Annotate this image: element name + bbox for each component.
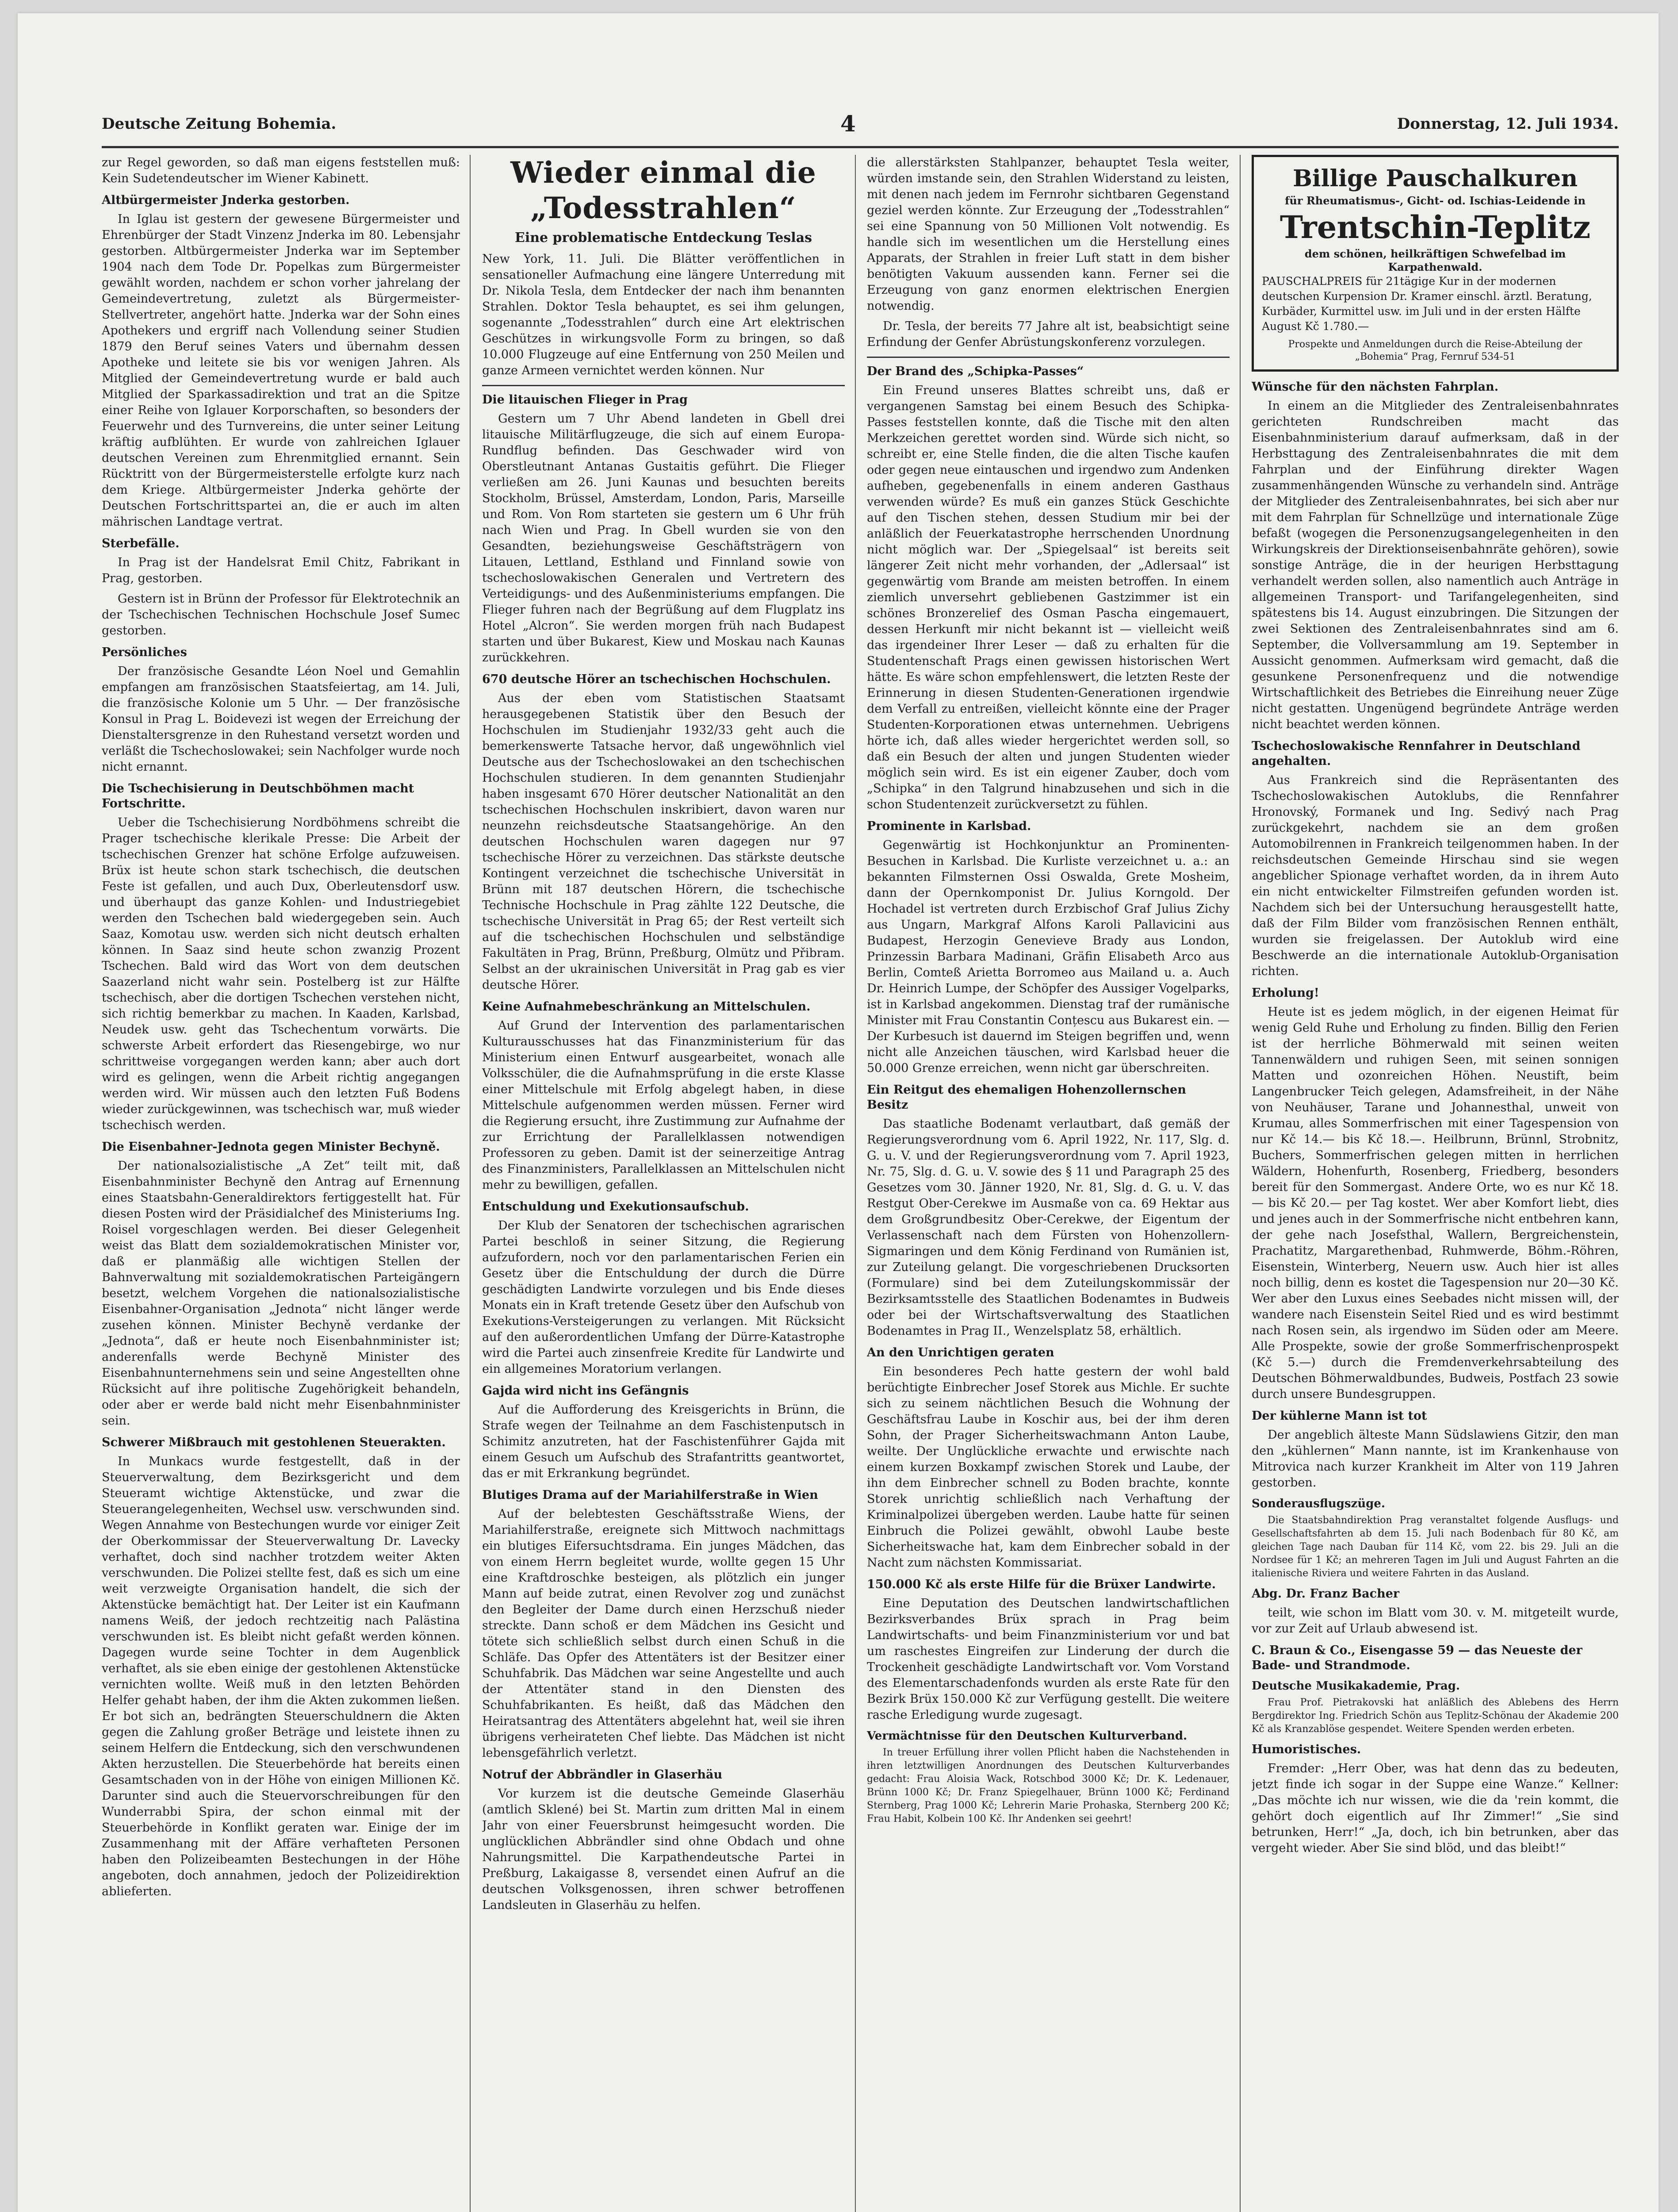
lead-title: Wieder einmal die „Todesstrahlen“ <box>510 155 816 225</box>
article-headline: Die Eisenbahner-Jednota gegen Minister Bechyně. <box>102 1140 440 1154</box>
article-headline: Die Tschechisierung in Deutschböhmen macht Fortschritte. <box>102 782 414 810</box>
column-2 <box>482 155 845 2212</box>
article-headline: Erholung! <box>1252 986 1319 1000</box>
article-text: Ueber die Tschechisierung Nordböhmens schreibt die Prager tschechische klerikale Presse: Die Arbeit der tschechischen Grenzer hat schöne Erfolge aufzuweisen. Brüx ist heute schon stark tschechisch, die deutschen Feste ist gefallen, und auch Dux, Oberleutensdorf usw. und überhaupt das ganze Kohlen- und Industriegebiet werden den Tschechen bald wiedergegeben sein. Auch Saaz, Komotau usw. werden sich nicht deutsch erhalten können. In Saaz sind heute schon zwanzig Prozent Tschechen. Bald wird das Wort von dem deutschen Saazerland nicht wahr sein. Postelberg ist zur Hälfte tschechisch, aber die dortigen Tschechen verstehen nicht, sich richtig bemerkbar zu machen. In Kaaden, Karlsbad, Neudek usw. geht das Tschechentum vorwärts. Die schwerste Arbeit erfordert das Riesengebirge, wo nur schrittweise vorgegangen werden kann; aber auch dort wird es gelingen, wenn die Arbeit richtig angegangen werden wird. Wir müssen auch den letzten Fuß Bodens wieder zurückgewinnen, was tschechisch war, muß wieder tschechisch werden. <box>102 816 460 1132</box>
article-text: Der angeblich älteste Mann Südslawiens Gitzir, den man den „kühlernen“ Mann nannte, ist im Krankenhause von Mitrovica nach kurzer Krankheit im Alter von 119 Jahren gestorben. <box>1252 1428 1619 1490</box>
column-4 <box>1252 155 1619 2212</box>
ad-price-text: PAUSCHALPREIS für 21tägige Kur in der modernen deutschen Kurpension Dr. Kramer einschl. ärztl. Beratung, Kurbäder, Kurmittel usw. im Juli und in der ersten Hälfte August Kč 1.780.— <box>1262 275 1592 333</box>
column-divider <box>470 155 471 2212</box>
lead-headline <box>482 155 845 247</box>
article-headline: Blutiges Drama auf der Mariahilferstraße in Wien <box>482 1488 818 1502</box>
issue-date: Donnerstag, 12. Juli 1934. <box>1397 115 1619 133</box>
article-text: Fremder: „Herr Ober, was hat denn das zu bedeuten, jetzt finde ich sogar in der Suppe eine Wanze.“ Kellner: „Das möchte ich nur wissen, wie die da 'rein kommt, die gehört doch eigentlich auf Ihr Zimmer!“ „Sie sind betrunken, Herr!“ „Ja, doch, ich bin betrunken, aber das vergeht wieder. Aber Sie sind blöd, und das bleibt!“ <box>1252 1762 1619 1855</box>
article-headline: Wünsche für den nächsten Fahrplan. <box>1252 380 1499 394</box>
article-text: teilt, wie schon im Blatt vom 30. v. M. mitgeteilt wurde, vor zur Zeit auf Urlaub abwesend ist. <box>1252 1606 1619 1636</box>
column-1 <box>102 155 460 2212</box>
article-text: Ein Freund unseres Blattes schreibt uns, daß er vergangenen Samstag bei einem Besuch des Schipka-Passes feststellen konnte, daß die Tische mit den alten Merkzeichen gerettet worden sind. Würde sich nicht, so schreibt er, eine Stelle finden, die die alten Tische kaufen oder gegen neue eintauschen und irgendwo zum Andenken aufheben, gegebenenfalls in einem anderen Gasthaus verwenden würde? Es muß ein ganzes Stück Geschichte auf den Tischen stehen, dessen Studium mir bei der anläßlich der Feuerkatastrophe herrschenden Unordnung nicht möglich war. Der „Spiegelsaal“ ist bereits seit längerer Zeit nicht mehr vorhanden, der „Adlersaal“ ist gegenwärtig vom Brande am meisten betroffen. In einem ziemlich unversehrt gebliebenen Gastzimmer ist ein schönes Bronzerelief des Osman Pascha eingemauert, dessen Herkunft mir nicht bekannt ist — vielleicht weiß das irgendeiner Ihrer Leser — daß zu erhalten für die Studentenschaft Prags einen gewissen historischen Wert hätte. Es wäre schon empfehlenswert, die letzten Reste der Erinnerung in diesen Studenten-Generationen irgendwie dem Verfall zu entreißen, vielleicht könnte eine der Prager Studenten-Korporationen etwas unternehmen. Uebrigens hörte ich, daß alles wieder hergerichtet werden soll, so daß ein Besuch der alten und jungen Studenten wieder möglich sein wird. Es ist ein eigener Zauber, doch vom „Schipka“ in den Talgrund hinabzusehen und sich in die schon Studentenzeit zurückversetzt zu fühlen. <box>867 384 1230 811</box>
newspaper-page <box>18 13 1659 2212</box>
article-text: Auf die Aufforderung des Kreisgerichts in Brünn, die Strafe wegen der Teilnahme an dem Faschistenputsch in Schimitz anzutreten, hat der Faschistenführer Gajda mit einem Gesuch um Aufschub des Strafantritts geantwortet, das er mit Erkrankung begründet. <box>482 1403 845 1480</box>
article-text: Frau Prof. Pietrakovski hat anläßlich des Ablebens des Herrn Bergdirektor Ing. Friedrich Schön aus Teplitz-Schönau der Akademie 200 Kč als Kranzablöse gespendet. Weitere Spenden werden erbeten. <box>1252 1697 1619 1735</box>
article-headline: Deutsche Musikakademie, Prag. <box>1252 1679 1460 1693</box>
ad-tagline: für Rheumatismus-, Gicht- od. Ischias-Leidende in <box>1285 194 1586 207</box>
small-notice <box>1252 1678 1619 1736</box>
article-text: die allerstärksten Stahlpanzer, behauptet Tesla weiter, würden imstande sein, den Strahlen Widerstand zu leisten, mit denen nach jedem im Fernrohr sichtbaren Gegenstand geziel werden könnte. Zur Erzeugung der „Todesstrahlen“ sei eine Spannung von 50 Millionen Volt notwendig. Es handle sich im wesentlichen um die Herstellung eines Apparats, der Strahlen in freier Luft statt in dem bisher benötigten Vakuum aussenden kann. Ferner sei die Erzeugung von ganz enormen elektrischen Energien notwendig. <box>867 156 1230 313</box>
article-text: Auf Grund der Intervention des parlamentarischen Kulturausschusses hat das Finanzministerium für das Ministerium einen Entwurf ausgearbeitet, wonach alle Volksschüler, die die Aufnahmsprüfung in die erste Klasse einer Mittelschule mit Erfolg abgelegt haben, in diese Mittelschule aufgenommen werden müssen. Ferner wird die Regierung ersucht, ihre Zustimmung zur Aufnahme der zur Errichtung der Parallelklassen notwendigen Professoren zu geben. Damit ist der seinerzeitige Antrag des Finanzministers, Parallelklassen an Mittelschulen nicht mehr zu bewilligen, gefallen. <box>482 1019 845 1192</box>
article-headline: C. Braun & Co., Eisengasse 59 — das Neueste der Bade- und Strandmode. <box>1252 1644 1582 1672</box>
article-text: In Prag ist der Handelsrat Emil Chitz, Fabrikant in Prag, gestorben. <box>102 556 460 585</box>
article-text: Eine Deputation des Deutschen landwirtschaftlichen Bezirksverbandes Brüx sprach in Prag beim Landwirtschafts- und beim Finanzministerium vor und bat um raschestes Eingreifen zur Linderung der durch die Trockenheit geschädigte Landwirtschaft vor. Vom Vorstand des Elementarschadenfonds wurden als erste Rate für den Bezirk Brüx 150.000 Kč zur Verfügung gestellt. Die weitere rasche Erledigung wurde zugesagt. <box>867 1597 1230 1722</box>
article-text: Dr. Tesla, der bereits 77 Jahre alt ist, beabsichtigt seine Erfindung der Genfer Abrüstungskonferenz vorzulegen. <box>867 319 1230 349</box>
article-text: Der Klub der Senatoren der tschechischen agrarischen Partei beschloß in seiner Sitzung, die Regierung aufzufordern, noch vor den parlamentarischen Ferien ein Gesetz über die Entschuldung der durch die Dürre geschädigten Landwirte vorzulegen und bis Ende dieses Monats ein in Kraft tretende Gesetz über den Aufschub von Exekutions-Versteigerungen zu verlangen. Mit Rücksicht auf den außerordentlichen Umfang der Dürre-Katastrophe wird die Partei auch zinsenfreie Kredite für Landwirte und ein allgemeines Moratorium verlangen. <box>482 1219 845 1376</box>
header-rule <box>102 146 1619 148</box>
ad-contact: Prospekte und Anmeldungen durch die Reise-Abteilung der „Bohemia“ Prag, Fernruf 534-51 <box>1288 339 1582 362</box>
article-text: Der nationalsozialistische „A Zet“ teilt mit, daß Eisenbahnminister Bechyně den Antrag auf Ernennung eines Staatsbahn-Generaldirektors fertiggestellt hat. Für diesen Posten wird der Präsidialchef des Ministeriums Ing. Roisel vorgeschlagen werden. Bei dieser Gelegenheit weist das Blatt dem sozialdemokratischen Minister vor, daß er planmäßig alle wichtigen Stellen der Bahnverwaltung mit sozialdemokratischen Parteigängern besetzt, welchem Vorgehen die nationalsozialistische Eisenbahner-Organisation „Jednota“ nicht länger werde zusehen können. Minister Bechyně verdanke der „Jednota“, daß er heute noch Eisenbahnminister ist; anderenfalls werde Bechyně Minister des Eisenbahnunternehmens sein und seine Angestellten ohne Rücksicht auf ihre politische Zugehörigkeit behandeln, oder aber er werde bald nicht mehr Eisenbahnminister sein. <box>102 1159 460 1428</box>
article-text: Gestern ist in Brünn der Professor für Elektrotechnik an der Tschechischen Technischen Hochschule Josef Sumec gestorben. <box>102 592 460 637</box>
article-headline: Abg. Dr. Franz Bacher <box>1252 1587 1400 1601</box>
ad-description: dem schönen, heilkräftigen Schwefelbad im Karpathenwald. <box>1304 247 1566 273</box>
article-headline: Der Brand des „Schipka-Passes“ <box>867 365 1084 378</box>
article-headline: Sonderausflugszüge. <box>1252 1497 1385 1510</box>
column-divider <box>855 155 856 2212</box>
article-text: In treuer Erfüllung ihrer vollen Pflicht haben die Nachstehenden in ihren letztwilligen Anordnungen des Deutschen Kulturverbandes gedacht: Frau Aloisia Wack, Rotschbod 3000 Kč; Dr. K. Ledenauer, Brünn 1000 Kč; Dr. Franz Spiegelhauer, Brünn 1000 Kč; Ferdinand Sternberg, Prag 1000 Kč; Lehrerin Marie Prohaska, Sternberg 200 Kč; Frau Habit, Kolbein 100 Kč. Ihr Andenken sei geehrt! <box>867 1747 1230 1824</box>
column-divider <box>1240 155 1241 2212</box>
article-headline: Sterbefälle. <box>102 537 180 550</box>
article-headline: Keine Aufnahmebeschränkung an Mittelschulen. <box>482 1000 811 1014</box>
article-text: Vor kurzem ist die deutsche Gemeinde Glaserhäu (amtlich Sklené) bei St. Martin zum dritten Mal in einem Jahr von einer Feuersbrunst heimgesucht worden. Die unglücklichen Abbrändler sind ohne Obdach und ohne Nahrungsmittel. Die Karpathendeutsche Partei in Preßburg, Lakaigasse 8, versendet einen Aufruf an die deutschen Volksgenossen, ihren schwer betroffenen Landsleuten in Glaserhäu zu helfen. <box>482 1787 845 1912</box>
article-text: zur Regel geworden, so daß man eigens feststellen muß: Kein Sudetendeutscher im Wiener Kabinett. <box>102 156 460 185</box>
article-headline: Die litauischen Flieger in Prag <box>482 393 688 407</box>
article-headline: 150.000 Kč als erste Hilfe für die Brüxer Landwirte. <box>867 1578 1216 1591</box>
article-text: Aus der eben vom Statistischen Staatsamt herausgegebenen Statistik über den Besuch der Hochschulen im Studienjahr 1932/33 geht auch die bemerkenswerte Tatsache hervor, daß ungewöhnlich viel Deutsche aus der Tschechoslowakei an den tschechischen Hochschulen studieren. In dem genannten Studienjahr haben insgesamt 670 Hörer deutscher Nationalität an den tschechischen Hochschulen inskribiert, davon waren nur neunzehn reichsdeutsche Staatsangehörige. An den deutschen Hochschulen waren dagegen nur 97 tschechische Hörer zu verzeichnen. Das stärkste deutsche Kontingent verzeichnet die tschechische Universität in Brünn mit 187 deutschen Hörern, die tschechische Technische Hochschule in Prag zählte 122 Deutsche, die tschechische Universität in Prag 65; der Rest verteilt sich auf die tschechischen Hochschulen und selbständige Fakultäten in Prag, Brünn, Preßburg, Olmütz und Přibram. Selbst an der ukrainischen Universität in Prag gab es vier deutsche Hörer. <box>482 691 845 992</box>
article-headline: Schwerer Mißbrauch mit gestohlenen Steuerakten. <box>102 1436 446 1449</box>
article-headline: Vermächtnisse für den Deutschen Kulturverband. <box>867 1729 1188 1743</box>
small-notice <box>1252 1496 1619 1580</box>
section-rule <box>482 385 845 386</box>
article-text: In Munkacs wurde festgestellt, daß in der Steuerverwaltung, dem Bezirksgericht und dem Steueramt wichtige Aktenstücke, und zwar die Steuerangelegenheiten, Wechsel usw. verschwunden sind. Wegen Annahme von Bestechungen wurde vor einiger Zeit der Oberkommissar der Steuerverwaltung Dr. Lavecky verhaftet, doch sind nachher trotzdem weiter Akten verschwunden. Die Polizei stellte fest, daß es sich um eine weit verzweigte Organisation handelt, die sich der Aktenstücke bemächtigt hat. Der Leiter ist ein Kaufmann namens Weiß, der jedoch rechtzeitig nach Palästina verschwunden ist. Es bleibt nicht gefaßt werden können. Dagegen wurde seine Tochter in dem Augenblick verhaftet, als sie eben einige der gestohlenen Aktenstücke vernichten wollte. Weiß muß in den letzten Behörden Helfer gehabt haben, der ihm die Akten zukommen ließen. Er bot sich an, bedrängten Steuerschuldnern die Akten gegen die Zahlung großer Beträge und leistete ihnen zu seinem Helfern die Entdeckung, sich den verschwundenen Akten herzustellen. Die Steuerbehörde hat bereits einen Gesamtschaden von in der Höhe von einigen Millionen Kč. Darunter sind auch die Steuervorschreibungen für den Wunderrabbi Spira, der schon einmal mit der Steuerbehörde in Konflikt geraten war. Einige der im Zusammenhang mit der Affäre verhafteten Personen haben den Polizeibeamten Bestechungen in der Höhe angeboten, doch annahmen, jedoch der Polizeidirektion ablieferten. <box>102 1455 460 1898</box>
article-headline: Der kühlerne Mann ist tot <box>1252 1409 1427 1423</box>
article-text: New York, 11. Juli. Die Blätter veröffentlichen in sensationeller Aufmachung eine längere Unterredung mit Dr. Nikola Tesla, dem Entdecker der nach ihm benannten Strahlen. Doktor Tesla behauptet, es sei ihm gelungen, sogenannte „Todesstrahlen“ durch eine Art elektrischen Geschützes in wirkungsvolle Form zu bringen, so daß 10.000 Flugzeuge auf eine Entfernung von 250 Meilen und ganze Armeen vernichtet werden können. Nur <box>482 252 845 377</box>
small-notice <box>867 1728 1230 1826</box>
article-headline: Entschuldung und Exekutionsaufschub. <box>482 1200 749 1214</box>
article-text: Der französische Gesandte Léon Noel und Gemahlin empfangen am französischen Staatsfeiertag, am 14. Juli, die französische Kolonie um 5 Uhr. — Der französische Konsul in Prag L. Boidevezi ist wegen der Erreichung der Dienstaltersgrenze in den Ruhestand versetzt worden und verläßt die Tschechoslowakei; sein Nachfolger wurde noch nicht ernannt. <box>102 664 460 774</box>
article-headline: Ein Reitgut des ehemaligen Hohenzollernschen Besitz <box>867 1083 1186 1112</box>
article-headline: Humoristisches. <box>1252 1743 1361 1756</box>
article-text: Ein besonderes Pech hatte gestern der wohl bald berüchtigte Einbrecher Josef Storek aus Michle. Er suchte sich zu seinem nächtlichen Besuch die Wohnung der Geschäftsfrau Laube in Koschir aus, bei der ihm deren Sohn, der Prager Sicherheitswachmann Anton Laube, weilte. Der Unglückliche erwachte und erwischte nach einem kurzen Boxkampf zwischen Storek und Laube, der ihn dem Einbrecher schnell zu Boden brachte, konnte Storek unrichtig schließlich nach Verhaftung der Kriminalpolizei übergeben werden. Laube hatte für seinen Einbruch die Polizei gewählt, obwohl Laube beste Sicherheitswache hat, kam dem Einbrecher sobald in der Nacht zum nächsten Kommissariat. <box>867 1365 1230 1570</box>
section-rule <box>867 357 1230 358</box>
article-headline: Altbürgermeister Jnderka gestorben. <box>102 193 350 207</box>
page-header <box>102 111 1619 142</box>
article-text: Das staatliche Bodenamt verlautbart, daß gemäß der Regierungsverordnung vom 6. April 1922, Nr. 117, Slg. d. G. u. V. und der Regierungsverordnung vom 7. April 1923, Nr. 75, Slg. d. G. u. V. sowie des § 11 und Paragraph 25 des Gesetzes vom 30. Jänner 1920, Nr. 81, Slg. d. G. u. V. das Restgut Ober-Cerekwe im Ausmaße von ca. 69 Hektar aus dem Großgrundbesitz Ober-Cerekwe, der Eigentum der Verlassenschaft nach dem Fürsten von Hohenzollern-Sigmaringen und dem König Ferdinand von Rumänien ist, zur Zuteilung gelangt. Die vorgeschriebenen Drucksorten (Formulare) sind bei dem Zuteilungskommissär der Bezirksamtsstelle des Staatlichen Bodenamtes in Budweis oder bei der Wirtschaftsverwaltung des Staatlichen Bodenamtes in Prag II., Wenzelsplatz 58, erhältlich. <box>867 1117 1230 1338</box>
newspaper-name: Deutsche Zeitung Bohemia. <box>102 115 337 133</box>
ad-place-name: Trentschin-Teplitz <box>1280 209 1591 246</box>
article-headline: An den Unrichtigen geraten <box>867 1346 1054 1359</box>
article-text: Gegenwärtig ist Hochkonjunktur an Prominenten-Besuchen in Karlsbad. Die Kurliste verzeichnet u. a.: an bekannten Filmsternen Ossi Oswalda, Grete Mosheim, dann der Opernkomponist Dr. Julius Korngold. Der Hochadel ist vertreten durch Erzbischof Graf Julius Zichy aus Ungarn, Markgraf Alfons Karoli Pallavicini aus Budapest, Herzogin Genevieve Brady aus London, Prinzessin Barbara Madinani, Gräfin Elisabeth Arco aus Berlin, Comteß Arietta Borromeo aus Mailand u. a. Auch Dr. Heinrich Lumpe, der Schöpfer des Aussiger Vogelparks, ist in Karlsbad angekommen. Dienstag traf der rumänische Minister mit Frau Constantin Conțescu aus Bukarest ein. — Der Kurbesuch ist dauernd im Steigen begriffen und, wenn nicht alle Anzeichen täuschen, wird Karlsbad heuer die 50.000 Grenze erreichen, wenn nicht gar überschreiten. <box>867 838 1230 1075</box>
article-text: Gestern um 7 Uhr Abend landeten in Gbell drei litauische Militärflugzeuge, die sich auf einem Europa-Rundflug befinden. Das Geschwader wird von Oberstleutnant Antanas Gustaitis geführt. Die Flieger verließen am 26. Juni Kaunas und besuchten bereits Stockholm, Brüssel, Amsterdam, London, Paris, Marseille und Rom. Von Rom starteten sie gestern um 6 Uhr früh nach Wien und Prag. In Gbell wurden sie von den Gesandten, beziehungsweise Geschäftsträgern von Litauen, Lettland, Esthland und Finnland sowie von tschechoslowakischen Generalen und Vertretern des Verteidigungs- und des Außenministeriums empfangen. Die Flieger fuhren nach der Begrüßung auf dem Flugplatz ins Hotel „Alcron“. Sie werden morgen früh nach Budapest starten und über Bukarest, Kiew und Moskau nach Kaunas zurückkehren. <box>482 412 845 664</box>
article-text: Die Staatsbahndirektion Prag veranstaltet folgende Ausflugs- und Gesellschaftsfahrten ab dem 15. Juli nach Bodenbach für 80 Kč, am gleichen Tage nach Dauban für 114 Kč, vom 22. bis 29. Juli an die Nordsee für 1 Kč; an mehreren Tagen im Juli und August Fahrten an die italienische Riviera und weitere Fahrten in das Ausland. <box>1252 1515 1619 1579</box>
column-3 <box>867 155 1230 2212</box>
ad-headline: Billige Pauschalkuren <box>1292 165 1578 192</box>
page-number: 4 <box>840 111 856 137</box>
article-text: In Iglau ist gestern der gewesene Bürgermeister und Ehrenbürger der Stadt Vinzenz Jnderka im 80. Lebensjahr gestorben. Altbürgermeister Jnderka war im September 1904 nach dem Tode Dr. Popelkas zum Bürgermeister gewählt worden, nachdem er schon vorher jahrelang der Gemeindevertretung, zuletzt als Bürgermeister-Stellvertreter, angehört hatte. Jnderka war der Sohn eines Apothekers und ergriff nach Vollendung seiner Studien 1879 den Beruf seines Vaters und übernahm dessen Apotheke und leitete sie bis vor wenigen Jahren. Als Mitglied der Gemeindevertretung wurde er bald auch Mitglied der Sparkassadirektion und trat an die Spitze einer Reihe von Iglauer Korporschaften, so besonders der Feuerwehr und des Turnvereins, die unter seiner Leitung kräftig aufblühten. Er wurde von zahlreichen Iglauer deutschen Vereinen zum Ehrenmitglied ernannt. Sein Rücktritt von der Bürgermeisterstelle erfolgte kurz nach dem Kriege. Altbürgermeister Jnderka gehörte der Deutschen Fortschrittspartei an, die er auch im alten mährischen Landtage vertrat. <box>102 212 460 529</box>
article-text: Auf der belebtesten Geschäftsstraße Wiens, der Mariahilferstraße, ereignete sich Mittwoch nachmittags ein blutiges Eifersuchtsdrama. Ein junges Mädchen, das von einem Herrn begleitet wurde, wollte gegen 15 Uhr eine Kraftdroschke besteigen, als plötzlich ein junger Mann auf beide zutrat, einen Revolver zog und zunächst den Begleiter der Dame durch einen Herzschuß nieder streckte. Dann schoß er dem Mädchen ins Gesicht und tötete sich schließlich selbst durch einen Schuß in die Schläfe. Das Opfer des Attentäters ist der Besitzer einer Schuhfabrik. Das Mädchen war seine Angestellte und auch der Attentäter stand in den Diensten des Schuhfabrikanten. Es heißt, daß das Mädchen den Heiratsantrag des Attentäters abgelehnt hat, weil sie ihren übrigens verheirateten Chef liebte. Das Mädchen ist nicht lebensgefährlich verletzt. <box>482 1507 845 1760</box>
lead-subtitle: Eine problematische Entdeckung Teslas <box>514 230 812 246</box>
article-headline: Prominente in Karlsbad. <box>867 819 1031 833</box>
article-headline: 670 deutsche Hörer an tschechischen Hochschulen. <box>482 672 831 686</box>
article-text: Aus Frankreich sind die Repräsentanten des Tschechoslowakischen Autoklubs, die Rennfahrer Hronovský, Formanek und Ing. Sedivý nach Prag zurückgekehrt, nachdem sie an dem großen Automobilrennen in Frankreich teilgenommen haben. In der reichsdeutschen Gemeinde Hirschau sind sie wegen angeblicher Spionage verhaftet worden, da in ihrem Auto ein nicht entwickelter Filmstreifen gefunden worden ist. Nachdem sich bei der Untersuchung herausgestellt hatte, daß der Film Bilder vom französischen Rennen enthält, wurden sie freigelassen. Der Autoklub wird eine Beschwerde an die internationale Autoklub-Organisation richten. <box>1252 773 1619 978</box>
article-text: In einem an die Mitglieder des Zentraleisenbahnrates gerichteten Rundschreiben macht das Eisenbahnministerium darauf aufmerksam, daß in der Herbsttagung des Zentraleisenbahnrates die mit dem Fahrplan und der Einführung direkter Wagen zusammenhängenden Wünsche zu verhandeln sind. Anträge der Mitglieder des Zentraleisenbahnrates, bei sich aber nur mit dem Fahrplan für Schnellzüge und internationale Züge befaßt (wogegen die Personenzugsangelegenheiten in den Wirkungskreis der Direktionseisenbahnräte gehören), sowie sonstige Anträge, die in der heurigen Herbsttagung verhandelt werden sollen, also namentlich auch Anträge in allgemeinen Transport- und Tarifangelegenheiten, sind spätestens bis 14. August einzubringen. Die Sitzungen der zwei Sektionen des Zentraleisenbahnrates sind am 6. September, die Vollversammlung am 19. September in Aussicht genommen. Aufmerksam wird gemacht, daß die gesunkene Personenfrequenz und die notwendige Wirtschaftlichkeit des Betriebes die Einreihung neuer Züge nicht gestatten. Ungenügend begründete Anträge werden nicht beachtet werden können. <box>1252 399 1619 731</box>
article-headline: Gajda wird nicht ins Gefängnis <box>482 1384 689 1398</box>
advertisement-box <box>1252 155 1619 372</box>
article-headline: Notruf der Abbrändler in Glaserhäu <box>482 1768 723 1782</box>
article-text: Heute ist es jedem möglich, in der eigenen Heimat für wenig Geld Ruhe und Erholung zu finden. Billig den Ferien ist der herrliche Böhmerwald mit seinen weiten Tannenwäldern und ruhigen Seen, mit seinen sonnigen Matten und ozonreichen Höhen. Neustift, beim Langenbrucker Teich gelegen, Adamsfreiheit, in der Nähe von Neuhäuser, Tarane und Johannesthal, unweit von Krumau, alles Sommerfrischen mit einer Tagespension von nur Kč 14.— bis Kč 18.—. Heilbrunn, Brünnl, Strobnitz, Buchers, Sommerfrischen gelegen mitten in herrlichen Wäldern, Hohenfurth, Rosenberg, Friedberg, besonders bereit für den Sommergast. Andere Orte, wo es nur Kč 18.— bis Kč 20.— per Tag kostet. Wer aber Komfort liebt, dies und jenes auch in der Sommerfrische nicht entbehren kann, der gehe nach Josefsthal, Wallern, Bergreichenstein, Prachatitz, Margarethenbad, Ruhmwerde, Böhm.-Röhren, Eisenstein, Winterberg, Neuern usw. Auch hier ist alles noch billig, denn es kostet die Tagespension nur 20—30 Kč. Wer aber den Luxus eines Seebades nicht missen will, der wandere nach Eisenstein Seitel Ried und es wird bestimmt nach Rosen sein, als irgendwo im Süden oder am Meere. Alle Prospekte, sowie der große Sommerfrischenprospekt (Kč 5.—) durch die Fremdenverkehrsabteilung des Deutschen Böhmerwaldbundes, Budweis, Postfach 23 sowie durch unsere Bundesgruppen. <box>1252 1005 1619 1401</box>
article-headline: Persönliches <box>102 645 187 659</box>
article-headline: Tschechoslowakische Rennfahrer in Deutschland angehalten. <box>1252 739 1581 768</box>
